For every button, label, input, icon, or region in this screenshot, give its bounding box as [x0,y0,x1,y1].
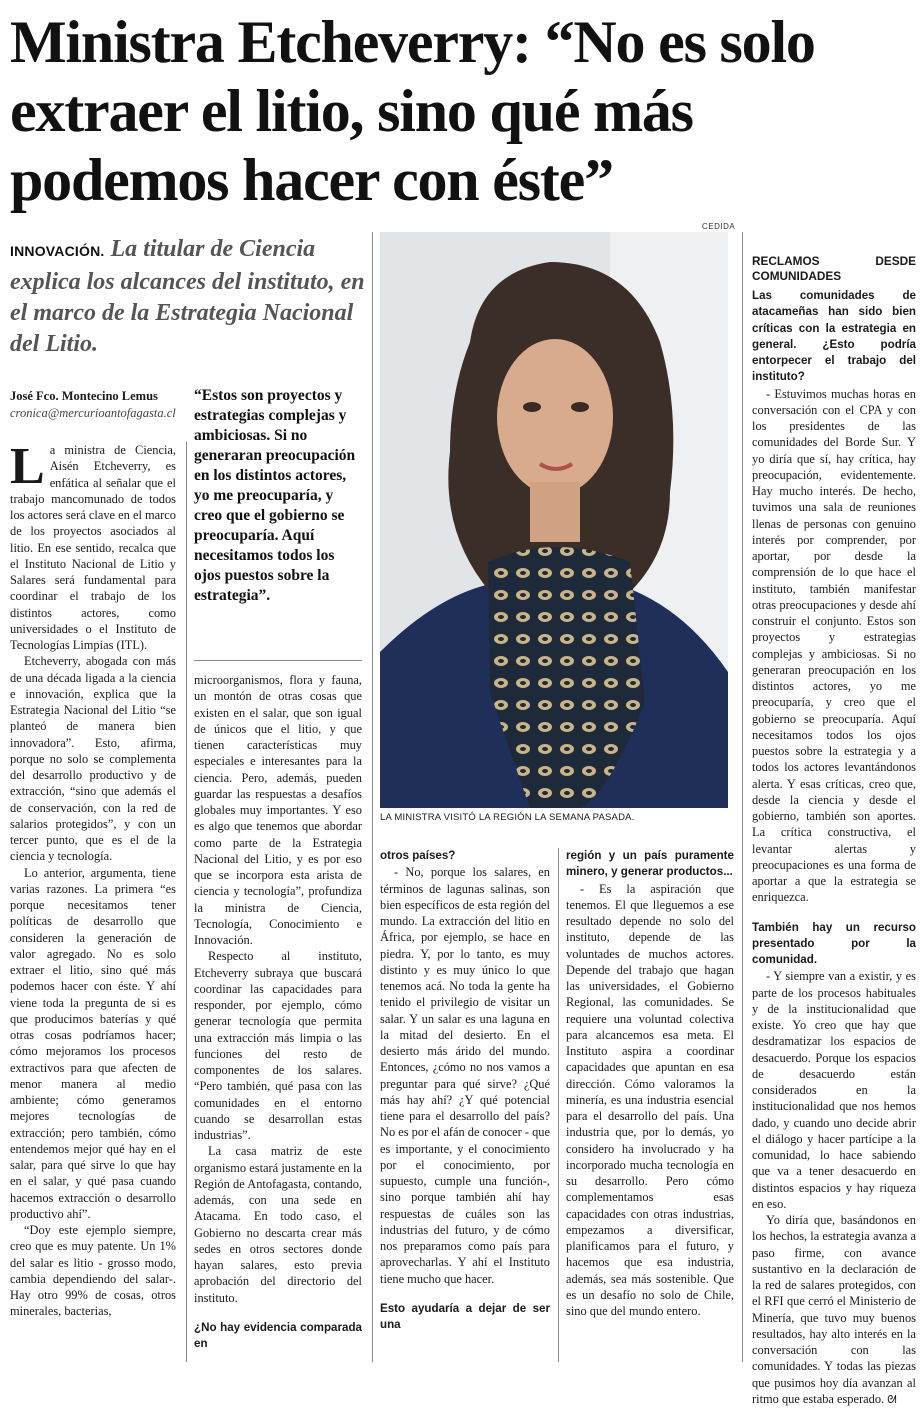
divider [186,442,187,1362]
section-heading: RECLAMOS DESDE COMUNIDADES [752,254,916,283]
paragraph [752,1212,916,1408]
divider [372,232,373,1362]
paragraph: La casa matriz de este organismo estará justamente en la Región de Antofagasta, contando, además, con una sede en Atacama. En todo caso, el Gobierno no descarta crear más sedes en otros sectores donde hayan salares, esto previa aprobación del directorio del instituto. [194,1144,362,1305]
portrait-photo [380,232,728,808]
divider [558,848,559,1362]
interview-question: Esto ayudaría a dejar de ser una [380,1301,550,1331]
paragraph: microorganismos, flora y fauna, un montón de otras cosas que existen en el salar, que son igual de únicos que el litio, y que tienen características muy especiales e interesantes para la ciencia. Pero, además, pueden guardar las respuestas a desafíos globales muy importantes. Y eso es algo que tenemos que abordar como parte de la Estrategia Nacional del Litio, y es por eso que se incorpora esta arista de ciencia y tecnología”, profundiza la ministra de Ciencia, Tecnología, Conocimiento e Innovación. [194,673,362,947]
interview-question: También hay un recurso presentado por la comunidad. [752,920,916,966]
paragraph: - Estuvimos muchas horas en conversación con el CPA y con los presidentes de las comunidades del Borde Sur. Y yo diría que sí, hay crítica, hay preocupación, evidentemente. Hay mucho interés. De hecho, tuvimos una sala de reuniones llenas de personas con genuino interés por comprender, por aportar, por desde la comprensión de lo que hace el instituto, también manifestar otras preocupaciones y desde ahí construir el conjunto. Estos son proyectos y estrategias complejas y ambiciosas. Si no generaran preocupación en los distintos actores, yo me preocuparía, y creo que el gobierno se preocuparía. Aquí necesitamos todos los ojos puestos sobre la estrategia y a todos los actores levantándonos alerta. Y esas críticas, creo que, desde la ciencia y desde el gobierno, también son aportes. La crítica constructiva, el levantar alertas y preocupaciones es una forma de aportar a que la estrategia se enriquezca. [752,386,916,905]
divider [194,660,362,661]
photo-caption: LA MINISTRA VISITÓ LA REGIÓN LA SEMANA PASADA. [380,812,635,823]
article-column-4 [566,848,734,1362]
paragraph: Lo anterior, argumenta, tiene varias razones. La primera “es porque necesitamos tener políticas de desarrollo que consideren la generación de valor agregado. No es solo extraer el litio, sino qué más podemos hacer con éste. Y ahí viene toda la pregunta de si es que producimos baterías y qué otras cosas podríamos hacer; cómo mejoramos los procesos extractivos para que afecten de menor manera al medio ambiente; cómo generamos mejores tecnologías de extracción; pero también, cómo entendemos mejor qué hay en el salar, para qué sirve lo que hay en el salar, y qué pasa cuando hacemos extracción o desarrollo productivo ahí”. [10,865,176,1221]
paragraph-text: Yo diría que, basándonos en los hechos, la estrategia avanza a paso firme, con avance sustantivo en la declaración de la red de salares protegidos, con el RFI que cerró el Ministerio de Minería, que tuvo muy buenos resultados, hay alto interés en la conversación con las comunidades. Y todas las piezas que pusimos hoy día avanzan al ritmo que estaba esperado. [752,1213,916,1406]
paragraph: La ministra de Ciencia, Aisén Etcheverry, es enfática al señalar que el trabajo mancomunado de todos los actores será clave en el marco de los proyectos asociados al litio. En ese sentido, recalca que el Instituto Nacional de Litio y Salares será fundamental para coordinar el trabajo de los distintos actores, como universidades o el Instituto de Tecnologías Limpias (ITL). [10,438,176,652]
paragraph: “Doy este ejemplo siempre, creo que es muy patente. Un 1% del salar es litio - grosso modo, cambia dependiendo del salar-. Hay otro 99% de cosas, otros minerales, bacterias, [10,1223,176,1319]
paragraph: Respecto al instituto, Etcheverry subraya que buscará coordinar las capacidades para responder, por ejemplo, cómo generar tecnología que permita una extracción más limpia o las funciones del resto de componentes de los salares. “Pero también, qué pasa con las comunidades en el entorno cuando se desarrollan estas industrias”. [194,949,362,1142]
end-mark-icon: ᘛ [887,1392,897,1406]
article-column-3 [380,848,550,1362]
byline-email: cronica@mercurioantofagasta.cl [10,406,176,420]
paragraph: - Y siempre van a existir, y es parte de los procesos habituales y de la institucionalidad que existe. Yo creo que hay que desdramatizar los espacios de desacuerdo. Porque los espacios de desacuerdo están considerados en la institucionalidad que nos hemos dado, y cuando uno decide abrir el diálogo y hacer partícipe a la comunidad, lo hace sabiendo que va a tener desacuerdo en distintos espacios y hay riqueza en eso. [752,969,916,1211]
article-column-2 [194,672,362,1362]
kicker-text: La titular de Ciencia explica los alcances del instituto, en el marco de la Estrategia Nacional del Litio. [10,236,365,357]
byline [10,388,190,422]
kicker [10,234,370,360]
article-column-5 [752,254,916,1406]
article-column-1 [10,438,176,1362]
headline: Ministra Etcheverry: “No es solo extraer el litio, sino qué más podemos hacer con éste” [10,9,815,213]
photo-credit: CEDIDA [702,222,736,231]
paragraph: - Es la aspiración que tenemos. El que lleguemos a ese resultado depende no solo del instituto, depende de las voluntades de muchos actores. Depende del trabajo que hagan las universidades, el Gobierno Regional, las comunidades. Se requiere una voluntad colectiva para alcancemos esa meta. El Instituto aspira a coordinar capacidades que apuntan en esa dirección. Cómo valoramos la minería, es una industria esencial para el desarrollo del país. Una industria que, por lo demás, yo considero ha involucrado y ha incorporado mucha tecnología en su desarrollo. Pero cómo complementamos esas capacidades con otras industrias, empezamos a diversificar, planificamos para el futuro, y hacemos que esa industria, además, sea más sostenible. Que es un desafío no solo de Chile, sino que del mundo entero. [566,881,734,1318]
pull-quote: “Estos son proyectos y estrategias complejas y ambiciosas. Si no generaran preocupación en los distintos actores, yo me preocuparía, y creo que el gobierno se preocuparía. Aquí necesitamos todos los ojos puestos sobre la estrategia”. [194,387,356,604]
interview-question: región y un país puramente minero, y generar productos... [566,849,734,879]
divider [742,232,743,1362]
interview-question: otros países? [380,849,456,862]
kicker-tag: INNOVACIÓN. [10,243,105,259]
interview-question: Las comunidades de atacameñas han sido bien críticas con la estrategia en general. ¿Esto podría entorpecer el trabajo del instituto? [752,289,916,384]
paragraph: - No, porque los salares, en términos de lagunas salinas, son bien específicos de esta región del mundo. La extracción del litio en África, por ejemplo, se hace en piedra. Y, por lo tanto, es muy distinto y es muy único lo que tenemos acá. No toda la gente ha tenido el privilegio de visitar un salar. Y un salar es una laguna en la mitad del desierto. En el desierto más árido del mundo. Entonces, ¿cómo no nos vamos a preguntar para qué sirve? ¿Qué más hay ahí? ¿Y qué potencial tiene para el desarrollo del país? No es por el afán de conocer - que es importante, y el conocimiento por el conocimiento, por supuesto, cumple una función-, sino porque también ahí hay respuestas de cuáles son las industrias del futuro, y de cómo nos preparamos como país para aprovecharlas. Y ahí el Instituto tiene mucho que hacer. [380,865,550,1286]
interview-question: ¿No hay evidencia comparada en [194,1320,362,1350]
byline-author: José Fco. Montecino Lemus [10,389,158,403]
paragraph: Etcheverry, abogada con más de una década ligada a la ciencia e innovación, explica que la Estrategia Nacional del Litio “se planteó de manera bien innovadora”. Esto, afirma, porque no solo se complementa del desarrollo productivo y de extracción, “sino que además el de conservación, con la red de salarios protegidos”, y con un tercer punto, que es el de la ciencia y tecnología. [10,654,176,864]
